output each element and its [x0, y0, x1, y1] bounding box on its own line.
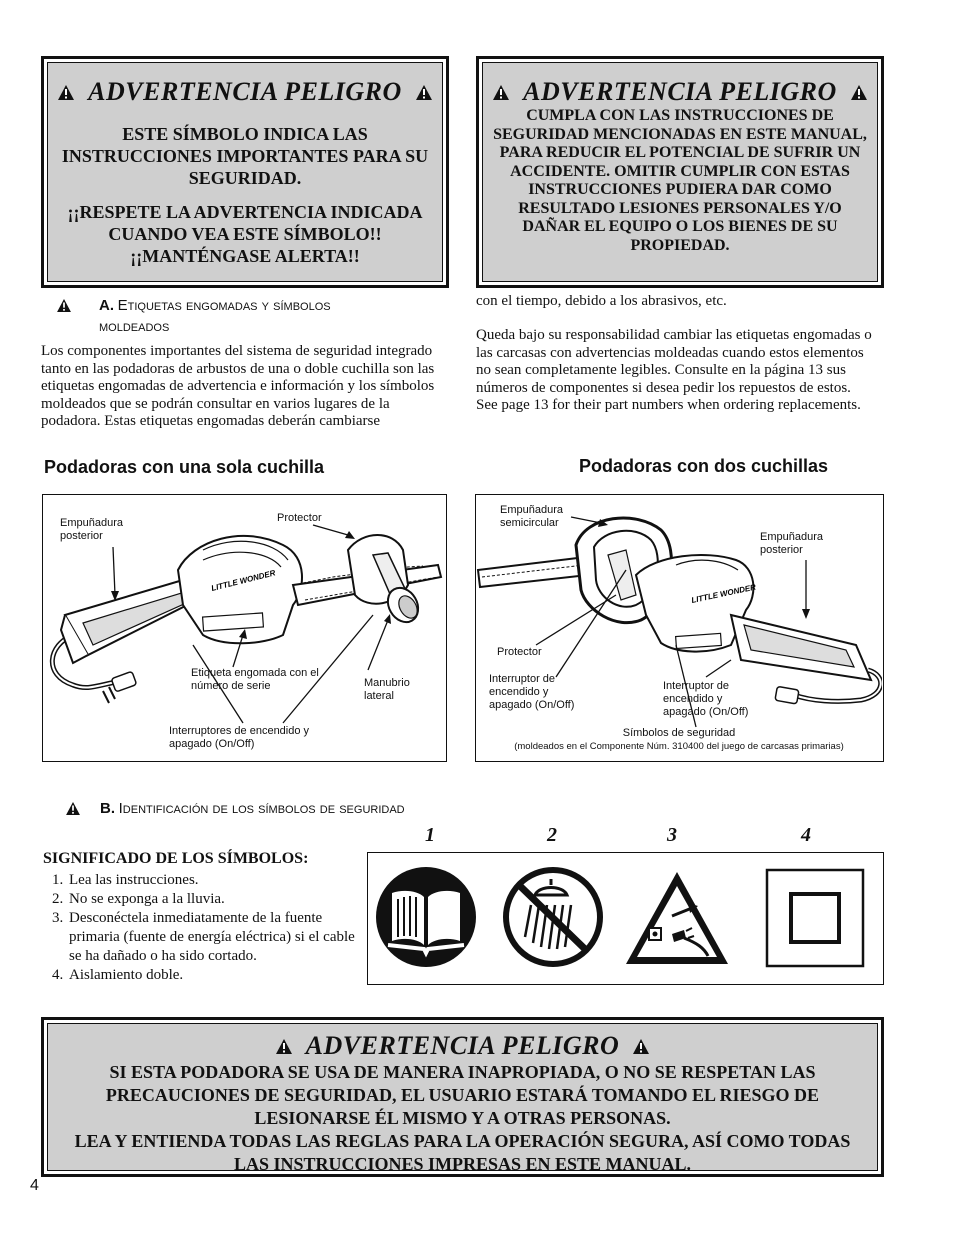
label-safety-symbols: Símbolos de seguridad: [622, 727, 736, 739]
warning-triangle-icon: [851, 85, 867, 100]
symbol-number: 2: [547, 824, 557, 846]
label-on-off-switches: Interruptores de encendido y apagado (On/Off): [169, 725, 310, 750]
warning-triangle-icon: [57, 299, 71, 312]
warning-box-comply-instructions: [476, 56, 884, 288]
label-guard: Protector: [277, 512, 322, 524]
label-side-handle: Manubrio lateral: [364, 677, 410, 702]
section-a-text: Los componentes importantes del sistema de seguridad integrado tanto en las podadoras de arbustos de una o doble cuchilla son las etiquetas engomadas de advertencia e información y los símbolos moldeados que se podrán consultar en varios lugares de la podadora. Estas etiquetas engomadas deberán cambiarse: [41, 343, 435, 429]
warning-triangle-icon: [633, 1039, 649, 1054]
symbol-number: 1: [425, 824, 435, 846]
warning-box-improper-use: [41, 1017, 884, 1177]
symbol-meanings-list: [43, 871, 358, 985]
warning-triangle-icon: [493, 85, 509, 100]
warning-triangle-icon: [58, 85, 74, 100]
brand-logo: LITTLE WONDER: [210, 568, 277, 593]
figure-title-double-blade: Podadoras con dos cuchillas: [579, 456, 829, 476]
warning-paragraph: LEA Y ENTIENDA TODAS LAS REGLAS PARA LA OPERACIÓN SEGURA, ASÍ COMO TODAS LAS INSTRUCCIONES IMPRESAS EN ESTE MANUAL.: [74, 1131, 851, 1174]
symbol-number: 4: [801, 824, 811, 846]
warning-triangle-icon: [66, 802, 80, 815]
symbol-number: 3: [667, 824, 677, 846]
symbol-meanings-heading: SIGNIFICADO DE LOS SÍMBOLOS:: [43, 850, 309, 867]
right-column-paragraph: Queda bajo su responsabilidad cambiar las etiquetas engomadas o las carcasas con advertencias moldeadas cuando estos elementos no sean completamente legibles. Consulte en la página 13 sus números de componentes si desea pedir los repuestos de estos. See page 13 for their part numbers when ordering replacements.: [476, 327, 872, 413]
warning-triangle-icon: [416, 85, 432, 100]
label-guard: Protector: [497, 646, 542, 658]
label-on-off-switch-right: Interruptor de encendido y apagado (On/Off): [663, 680, 749, 718]
no-rain-icon: [501, 865, 605, 969]
figure-title-single-blade: Podadoras con una sola cuchilla: [44, 457, 325, 477]
label-rear-handle: Empuñadura posterior: [760, 531, 823, 556]
list-item: 3. Desconéctela inmediatamente de la fuente primaria (fuente de energía eléctrica) si el cable se ha dañado o ha sido cortado.: [67, 909, 358, 966]
disconnect-plug-icon: [622, 868, 732, 968]
warning-paragraph: ESTE SÍMBOLO INDICA LAS INSTRUCCIONES IMPORTANTES PARA SU SEGURIDAD.: [61, 124, 429, 188]
list-item: 1. Lea las instrucciones.: [67, 871, 358, 890]
label-safety-symbols-note: (moldeados en el Componente Núm. 310400 del juego de carcasas primarias): [514, 741, 844, 752]
list-item: 2. No se exponga a la lluvia.: [67, 890, 358, 909]
double-insulation-icon: [765, 868, 865, 968]
safety-symbols-panel: [367, 852, 884, 985]
section-b-heading: B. Identificación de los símbolos de seguridad: [66, 800, 566, 817]
list-item: 4. Aislamiento doble.: [67, 966, 358, 985]
figure-single-blade-trimmer: [42, 494, 447, 762]
warning-title: ADVERTENCIA PELIGRO: [48, 1031, 877, 1061]
symbol-meanings: [43, 850, 358, 985]
figure-double-blade-trimmer: [475, 494, 884, 762]
label-serial-sticker: Etiqueta engomada con el número de serie: [191, 667, 319, 692]
warning-paragraph: SI ESTA PODADORA SE USA DE MANERA INAPROPIADA, O NO SE RESPETAN LAS PRECAUCIONES DE SEGURIDAD, EL USUARIO ESTARÁ TOMANDO EL RIESGO DE LESIONARSE ÉL MISMO Y A OTRAS PERSONAS.: [105, 1062, 820, 1128]
right-column-continuation: con el tiempo, debido a los abrasivos, etc.: [476, 293, 727, 309]
warning-paragraph: ¡¡RESPETE LA ADVERTENCIA INDICADA CUANDO VEA ESTE SÍMBOLO!! ¡¡MANTÉNGASE ALERTA!!: [67, 202, 423, 266]
warning-title: ADVERTENCIA PELIGRO: [483, 77, 877, 107]
page-number: 4: [30, 1177, 39, 1194]
label-rear-handle: Empuñadura posterior: [60, 517, 123, 542]
label-semicircular-handle: Empuñadura semicircular: [500, 504, 563, 529]
brand-logo: LITTLE WONDER: [690, 582, 757, 606]
read-manual-icon: [374, 865, 478, 969]
warning-title: ADVERTENCIA PELIGRO: [48, 77, 442, 107]
warning-triangle-icon: [276, 1039, 292, 1054]
warning-box-symbol-meaning: [41, 56, 449, 288]
warning-paragraph: CUMPLA CON LAS INSTRUCCIONES DE SEGURIDAD MENCIONADAS EN ESTE MANUAL, PARA REDUCIR EL POTENCIAL DE SUFRIR UN ACCIDENTE. OMITIR CUMPLIR CON ESTAS INSTRUCCIONES PUDIERA DAR COMO RESULTADO LESIONES PERSONALES Y/O DAÑAR EL EQUIPO O LOS BIENES DE SU PROPIEDAD.: [493, 107, 867, 254]
label-on-off-switch-left: Interruptor de encendido y apagado (On/Off): [489, 673, 575, 711]
section-a-heading: A. Etiquetas engomadas y símbolos moldeados: [57, 295, 457, 337]
